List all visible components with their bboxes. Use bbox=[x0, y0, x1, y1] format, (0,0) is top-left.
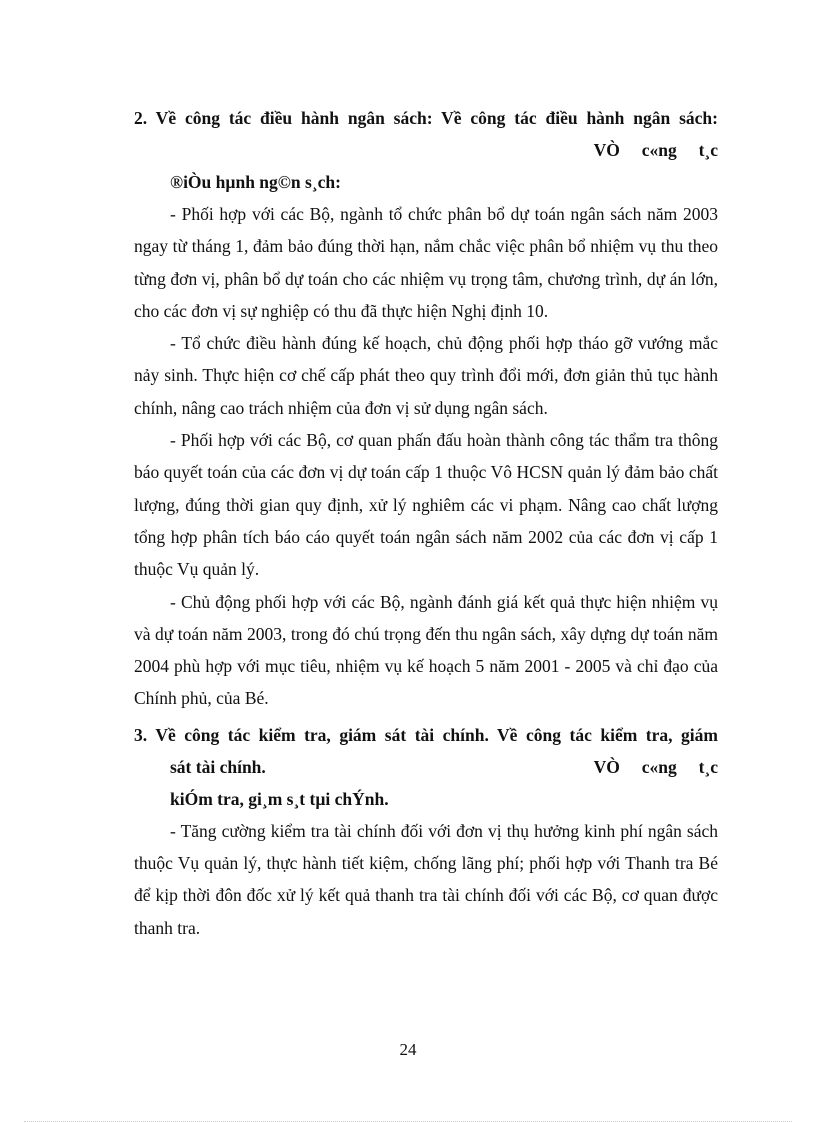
section-2-paragraph-3: - Phối hợp với các Bộ, cơ quan phấn đấu hoàn thành công tác thẩm tra thông báo quyết toán của các đơn vị dự toán cấp 1 thuộc Vô HCSN quản lý đảm bảo chất lượng, đúng thời gian quy định, xử lý nghiêm các vi phạm. Nâng cao chất lượng tổng hợp phân tích báo cáo quyết toán ngân sách năm 2002 của các đơn vị cấp 1 thuộc Vụ quản lý. bbox=[134, 430, 718, 580]
section-2-heading-line-1: 2. Về công tác điều hành ngân sách: Về công tác điều hành ngân sách: bbox=[134, 108, 718, 128]
section-2-heading-line-3: ®iÒu hµnh ng©n s¸ch: bbox=[170, 172, 341, 192]
page-number: 24 bbox=[399, 1040, 417, 1059]
section-3-heading-line-2-left: sát tài chính. bbox=[170, 756, 266, 777]
section-2-heading bbox=[134, 102, 718, 198]
section-2-paragraph-1: - Phối hợp với các Bộ, ngành tổ chức phân bổ dự toán ngân sách năm 2003 ngay từ tháng 1, đảm bảo đúng thời hạn, nắm chắc việc phân bổ nhiệm vụ thu theo từng đơn vị, phân bổ dự toán cho các nhiệm vụ trọng tâm, chương trình, dự án lớn, cho các đơn vị sự nghiệp có thu đã thực hiện Nghị định 10. bbox=[134, 204, 718, 321]
section-2-paragraph-2: - Tổ chức điều hành đúng kế hoạch, chủ động phối hợp tháo gỡ vướng mắc nảy sinh. Thực hiện cơ chế cấp phát theo quy trình đổi mới, đơn giản thủ tục hành chính, nâng cao trách nhiệm của đơn vị sử dụng ngân sách. bbox=[134, 333, 718, 418]
section-3-heading-line-1: 3. Về công tác kiểm tra, giám sát tài chính. Về công tác kiểm tra, giám bbox=[134, 724, 718, 745]
section-3-paragraph-1: - Tăng cường kiểm tra tài chính đối với đơn vị thụ hưởng kinh phí ngân sách thuộc Vụ quản lý, thực hành tiết kiệm, chống lãng phí; phối hợp với Thanh tra Bé để kịp thời đôn đốc xử lý kết quả thanh tra tài chính đối với các Bộ, cơ quan được thanh tra. bbox=[134, 820, 718, 938]
page-content bbox=[134, 102, 718, 944]
section-3-heading bbox=[134, 719, 718, 815]
section-3-heading-line-2 bbox=[134, 751, 718, 783]
section-2-paragraph-4: - Chủ động phối hợp với các Bộ, ngành đánh giá kết quả thực hiện nhiệm vụ và dự toán năm 2003, trong đó chú trọng đến thu ngân sách, xây dựng dự toán năm 2004 phù hợp với mục tiêu, nhiệm vụ kế hoạch 5 năm 2001 - 2005 và chỉ đạo của Chính phủ, của Bé. bbox=[134, 591, 718, 709]
section-3-heading-line-2-right: VÒ c«ng t¸c bbox=[593, 756, 718, 777]
section-2-heading-line-2: VÒ c«ng t¸c bbox=[593, 140, 718, 160]
footer-divider bbox=[24, 1121, 792, 1122]
section-3-heading-line-3: kiÓm tra, gi¸m s¸t tµi chÝnh. bbox=[170, 788, 389, 809]
